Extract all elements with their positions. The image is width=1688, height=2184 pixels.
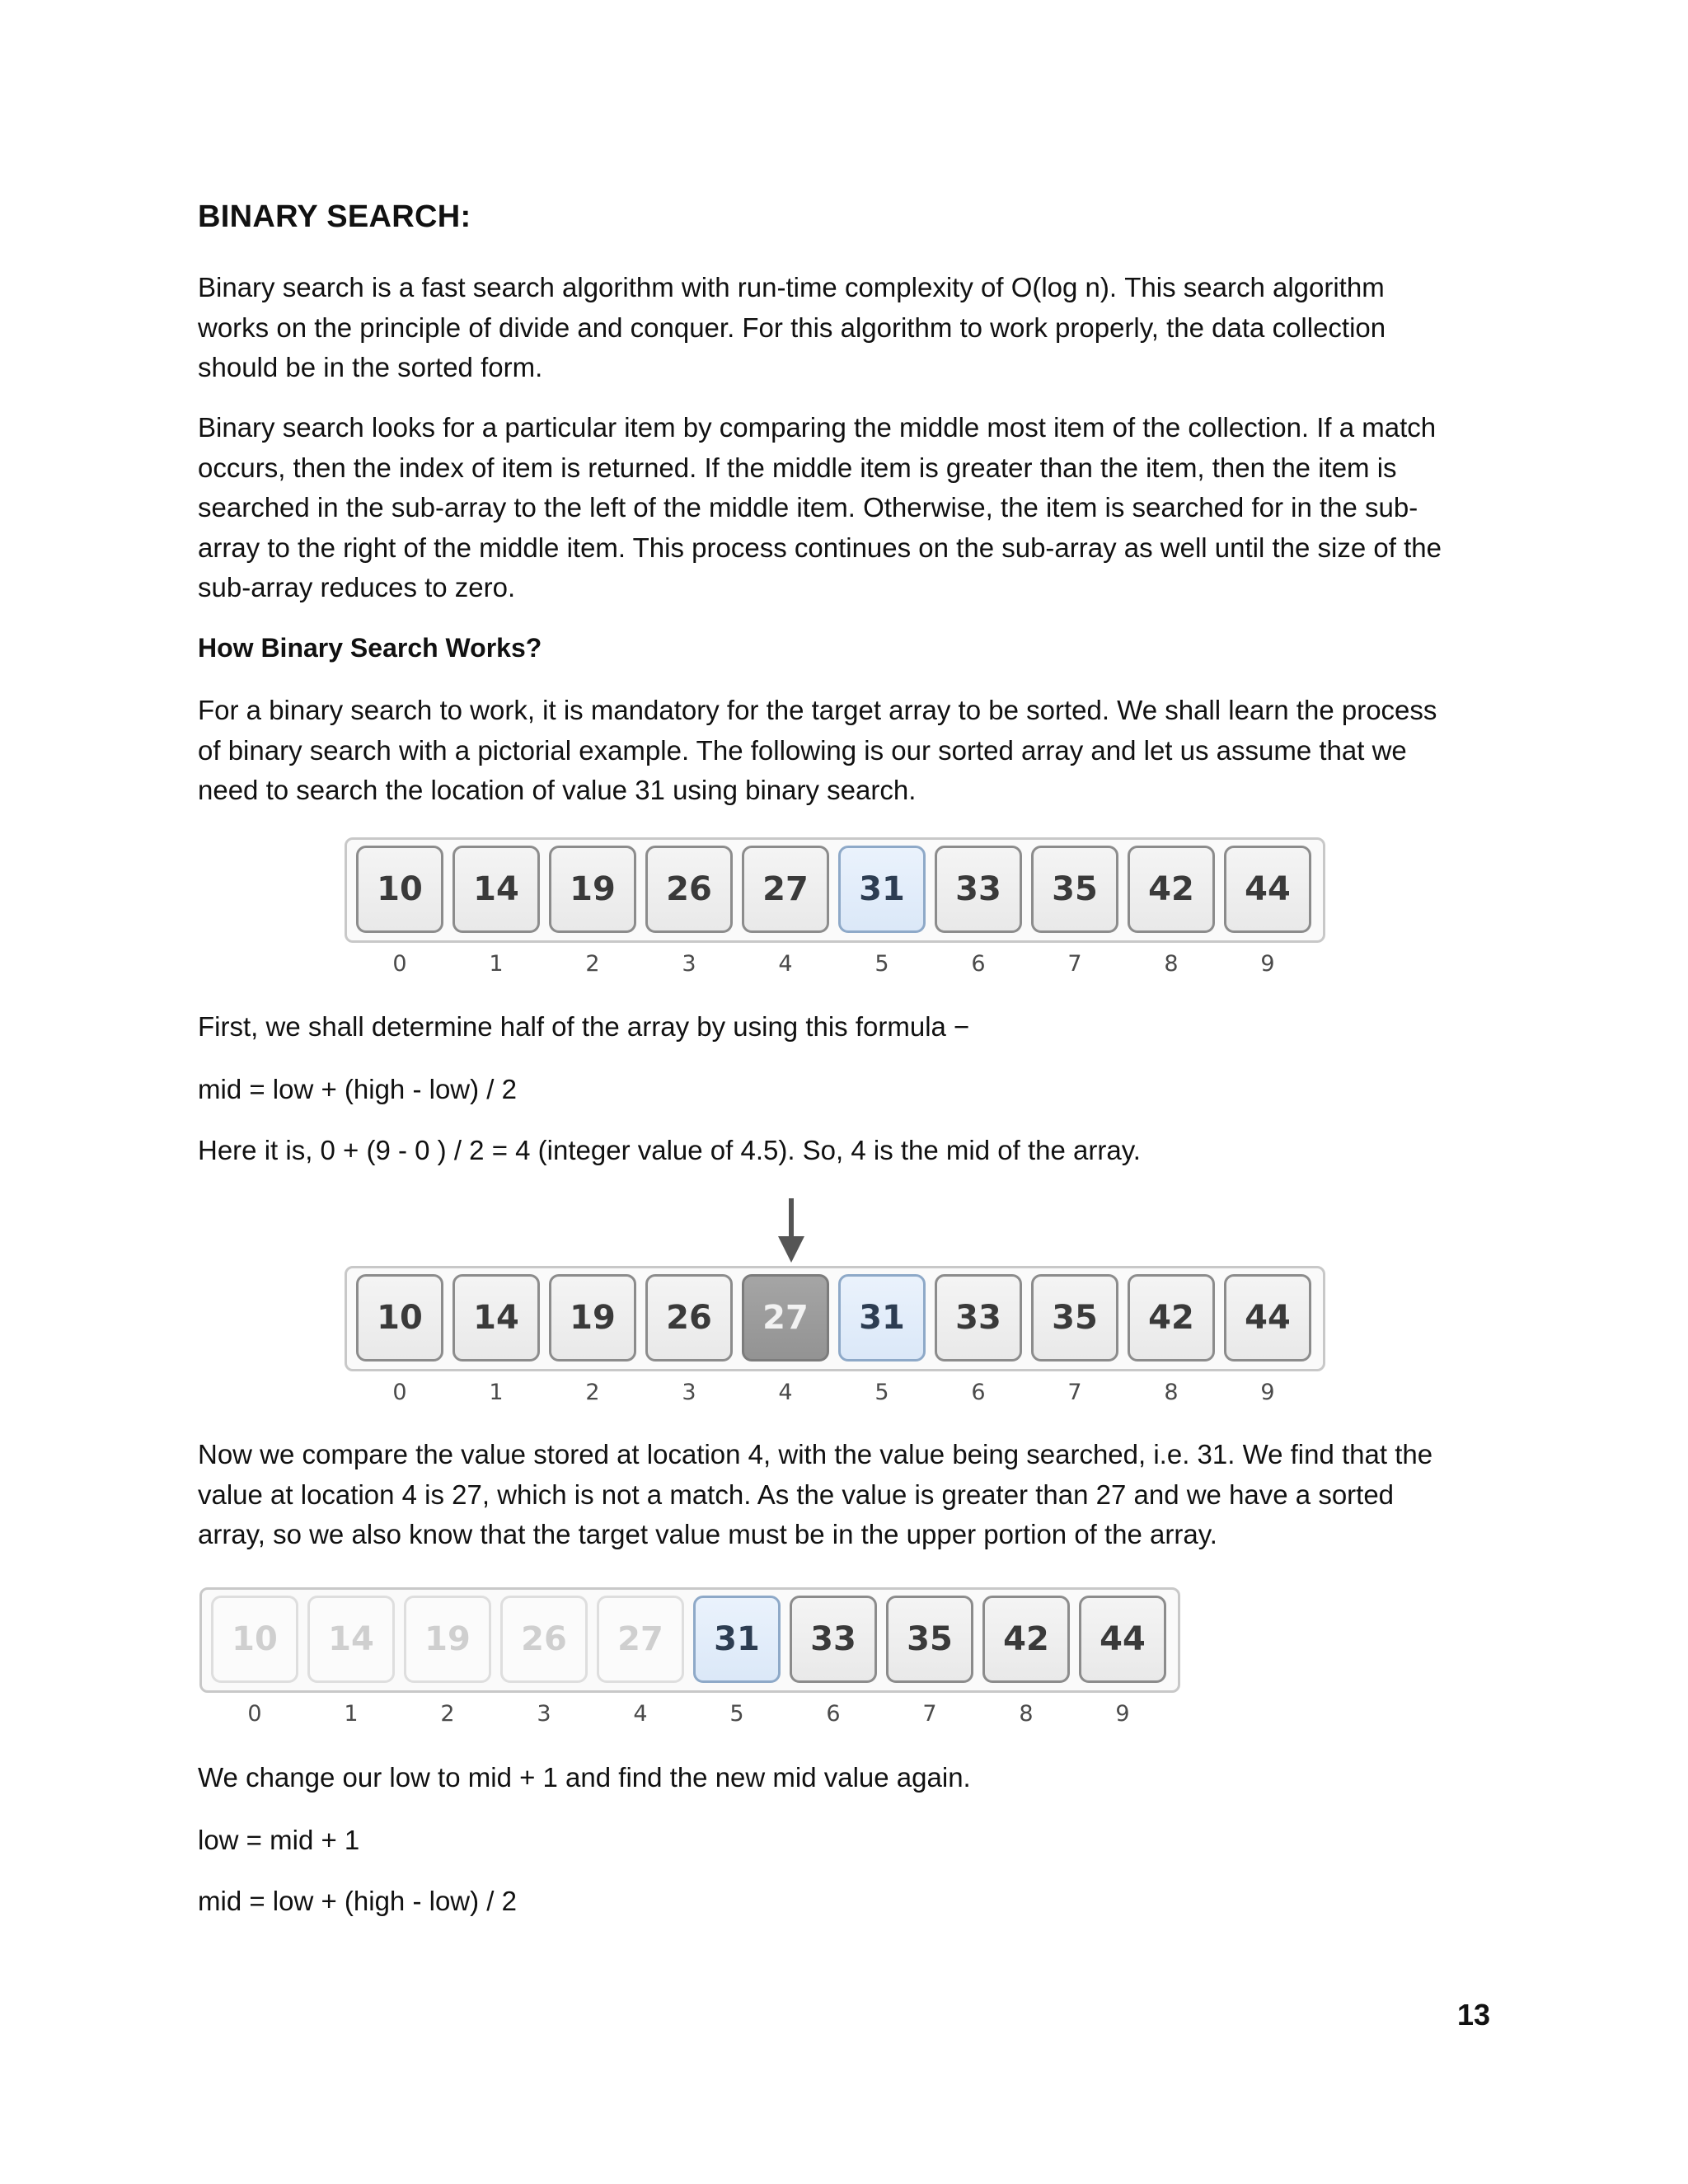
array-cell: 26 [500,1596,588,1683]
compare-paragraph [198,1435,1500,1555]
array-index-label: 0 [392,951,407,977]
text-line: searched in the sub-array to the left of the middle item. Otherwise, the item is searched for in the sub- [198,492,1418,523]
text-line: occurs, then the index of item is returned. If the middle item is greater than the item, then the item is [198,452,1397,483]
array-cell: 44 [1224,1274,1311,1361]
formula-mid: mid = low + (high - low) / 2 [198,1074,517,1104]
array-index-label: 7 [922,1701,937,1727]
array-index-label: 2 [585,951,600,977]
array-index-label: 5 [874,951,889,977]
text-line: Binary search looks for a particular item by comparing the middle most item of the collection. If a match [198,412,1437,443]
array-index-label: 8 [1019,1701,1034,1727]
array-cell: 10 [356,846,443,933]
array-figure-mid [345,1266,1325,1422]
how-paragraph [198,691,1500,811]
array-cell: 10 [211,1596,298,1683]
array-index-label: 4 [778,1380,793,1405]
array-cell: 33 [790,1596,877,1683]
array-cell: 35 [1031,846,1118,933]
array-index-label: 7 [1067,951,1082,977]
mid-calculation-text: Here it is, 0 + (9 - 0 ) / 2 = 4 (integer value of 4.5). So, 4 is the mid of the array. [198,1135,1141,1165]
intro-paragraph [198,268,1500,388]
array-index-label: 9 [1260,1380,1275,1405]
array-index-label: 0 [247,1701,262,1727]
array-index-label: 1 [489,1380,504,1405]
array-index-label: 3 [537,1701,551,1727]
array-cell: 42 [1128,1274,1215,1361]
array-index-label: 1 [344,1701,359,1727]
array-cell: 27 [742,846,829,933]
array-cell: 33 [935,846,1022,933]
array-index-label: 4 [633,1701,648,1727]
text-line: sub-array reduces to zero. [198,572,516,602]
text-line: Now we compare the value stored at location 4, with the value being searched, i.e. 31. We find that the [198,1439,1433,1469]
array-cell: 19 [549,846,636,933]
array-index-label: 7 [1067,1380,1082,1405]
array-index-label: 6 [971,1380,986,1405]
array-index-label: 1 [489,951,504,977]
array-index-label: 3 [682,951,696,977]
array-cell: 19 [404,1596,491,1683]
text-line: should be in the sorted form. [198,352,543,382]
array-index-label: 0 [392,1380,407,1405]
array-cell: 31 [838,1274,926,1361]
array-index-label: 3 [682,1380,696,1405]
array-cell: 14 [452,1274,540,1361]
array-cell: 14 [452,846,540,933]
how-it-works-heading: How Binary Search Works? [198,633,542,663]
array-cell: 14 [307,1596,395,1683]
section-heading: BINARY SEARCH: [198,199,471,234]
array-cell: 26 [645,846,733,933]
array-index-label: 2 [440,1701,455,1727]
array-index-label: 4 [778,951,793,977]
formula-low: low = mid + 1 [198,1825,360,1855]
text-line: value at location 4 is 27, which is not a match. As the value is greater than 27 and we have a sorted [198,1479,1395,1510]
array-cell: 31 [693,1596,781,1683]
array-cell: 35 [886,1596,973,1683]
text-line: of binary search with a pictorial example. The following is our sorted array and let us assume that we [198,734,1407,766]
array-cell: 42 [1128,846,1215,933]
first-step-text: First, we shall determine half of the array by using this formula − [198,1011,970,1042]
formula-mid-again: mid = low + (high - low) / 2 [198,1886,517,1916]
text-line: array to the right of the middle item. This process continues on the sub-array as well until the size of the [198,532,1442,563]
array-index-label: 9 [1260,951,1275,977]
array-cell: 42 [982,1596,1070,1683]
array-cell: 27 [597,1596,684,1683]
text-line: Binary search is a fast search algorithm with run-time complexity of Ο(log n). This search algorithm [198,272,1385,302]
text-line: need to search the location of value 31 using binary search. [198,775,917,805]
array-figure-upper-half [199,1587,1180,1744]
array-index-label: 5 [729,1701,744,1727]
array-cell: 44 [1224,846,1311,933]
text-line: works on the principle of divide and conquer. For this algorithm to work properly, the data collection [198,312,1386,343]
explain-paragraph [198,408,1500,608]
array-cell: 10 [356,1274,443,1361]
text-line: array, so we also know that the target value must be in the upper portion of the array. [198,1519,1217,1549]
array-cell: 33 [935,1274,1022,1361]
array-cell: 19 [549,1274,636,1361]
array-cell: 35 [1031,1274,1118,1361]
page-number: 13 [1456,1998,1490,2032]
array-index-label: 5 [874,1380,889,1405]
array-index-label: 2 [585,1380,600,1405]
array-cell: 31 [838,846,926,933]
array-index-label: 9 [1115,1701,1130,1727]
array-index-label: 6 [826,1701,841,1727]
array-index-label: 8 [1164,1380,1179,1405]
array-cell: 26 [645,1274,733,1361]
down-arrow-icon [775,1198,808,1264]
array-cell: 27 [742,1274,829,1361]
array-cell: 44 [1079,1596,1166,1683]
change-low-text: We change our low to mid + 1 and find the new mid value again. [198,1762,971,1793]
text-line: For a binary search to work, it is mandatory for the target array to be sorted. We shall learn the process [198,695,1437,725]
array-index-label: 6 [971,951,986,977]
array-index-label: 8 [1164,951,1179,977]
array-figure-sorted [345,837,1325,994]
